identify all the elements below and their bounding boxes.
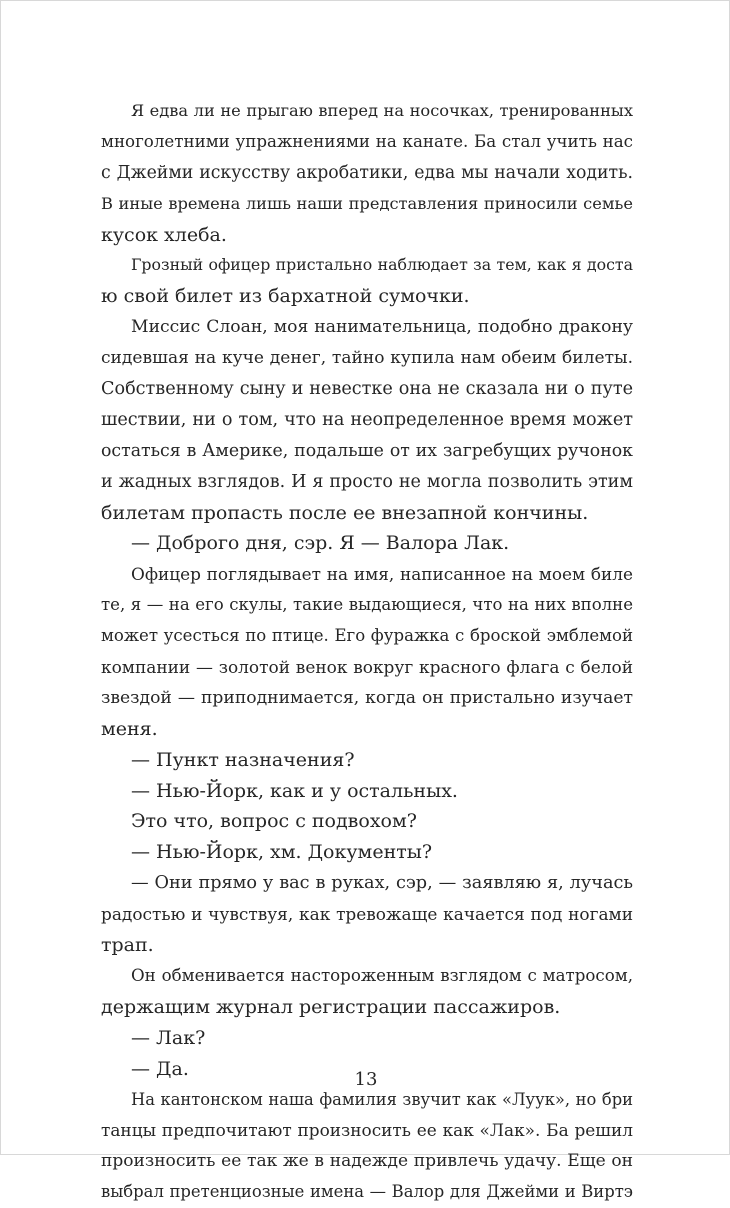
text-line: Грозный офицер пристально наблюдает за тем, как я доста [131,255,633,275]
text-line: танцы предпочитают произносить ее как «Лак». Ба решил [101,1120,633,1141]
text-line: Он обменивается настороженным взглядом с матросом, [131,965,633,985]
text-line: держащим журнал регистрации пассажиров. [101,995,561,1018]
text-line: — Они прямо у вас в руках, сэр, — заявляю я, лучась [131,873,633,894]
text-line: Это что, вопрос с подвохом? [131,810,417,833]
text-line: может усесться по птице. Его фуражка с броской эмблемой [101,626,633,646]
text-line: — Нью-Йорк, хм. Документы? [131,841,433,864]
text-line: компании — золотой венок вокруг красного флага с белой [101,657,633,678]
text-line: Я едва ли не прыгаю вперед на носочках, тренированных [131,101,633,120]
text-line: произносить ее так же в надежде привлечь удачу. Еще он [101,1151,633,1172]
text-line: кусок хлеба. [101,223,227,246]
text-line: сидевшая на куче денег, тайно купила нам обеим билеты. [101,348,633,369]
text-line: трап. [101,934,154,957]
text-line: выбрал претенциозные имена — Валор для Джейми и Виртэ [101,1182,633,1202]
text-line: — Нью-Йорк, как и у остальных. [131,779,458,802]
text-line: с Джейми искусству акробатики, едва мы начали ходить. [101,162,633,183]
text-line: — Лак? [131,1026,206,1049]
page-number: 13 [354,1069,378,1090]
text-line: и жадных взглядов. И я просто не могла позволить этим [101,471,633,492]
text-line: — Пункт назначения? [131,748,355,771]
text-line: Миссис Слоан, моя нанимательница, подобно дракону [131,317,633,338]
text-line: многолетними упражнениями на канате. Ба стал учить нас [101,131,633,151]
text-line: звездой — приподнимается, когда он пристально изучает [101,687,633,708]
text-line: В иные времена лишь наши представления приносили семье [101,193,633,213]
text-line: — Да. [131,1057,189,1080]
body-text [101,96,633,1208]
text-line: ю свой билет из бархатной сумочки. [101,285,470,308]
text-line: радостью и чувствуя, как тревожаще качается под ногами [101,904,633,925]
text-line: билетам пропасть после ее внезапной кончины. [101,501,589,524]
text-line: меня. [101,717,158,740]
text-line: — Доброго дня, сэр. Я — Валора Лак. [131,532,510,555]
text-line: те, я — на его скулы, такие выдающиеся, что на них вполне [101,595,633,615]
text-line: остаться в Америке, подальше от их загребущих ручонок [101,440,633,461]
text-line: шествии, ни о том, что на неопределенное время может [101,409,633,430]
text-line: Офицер поглядывает на имя, написанное на моем биле [131,564,633,585]
text-line: На кантонском наша фамилия звучит как «Луук», но бри [131,1089,633,1109]
text-line: Собственному сыну и невестке она не сказала ни о путе [101,379,633,400]
